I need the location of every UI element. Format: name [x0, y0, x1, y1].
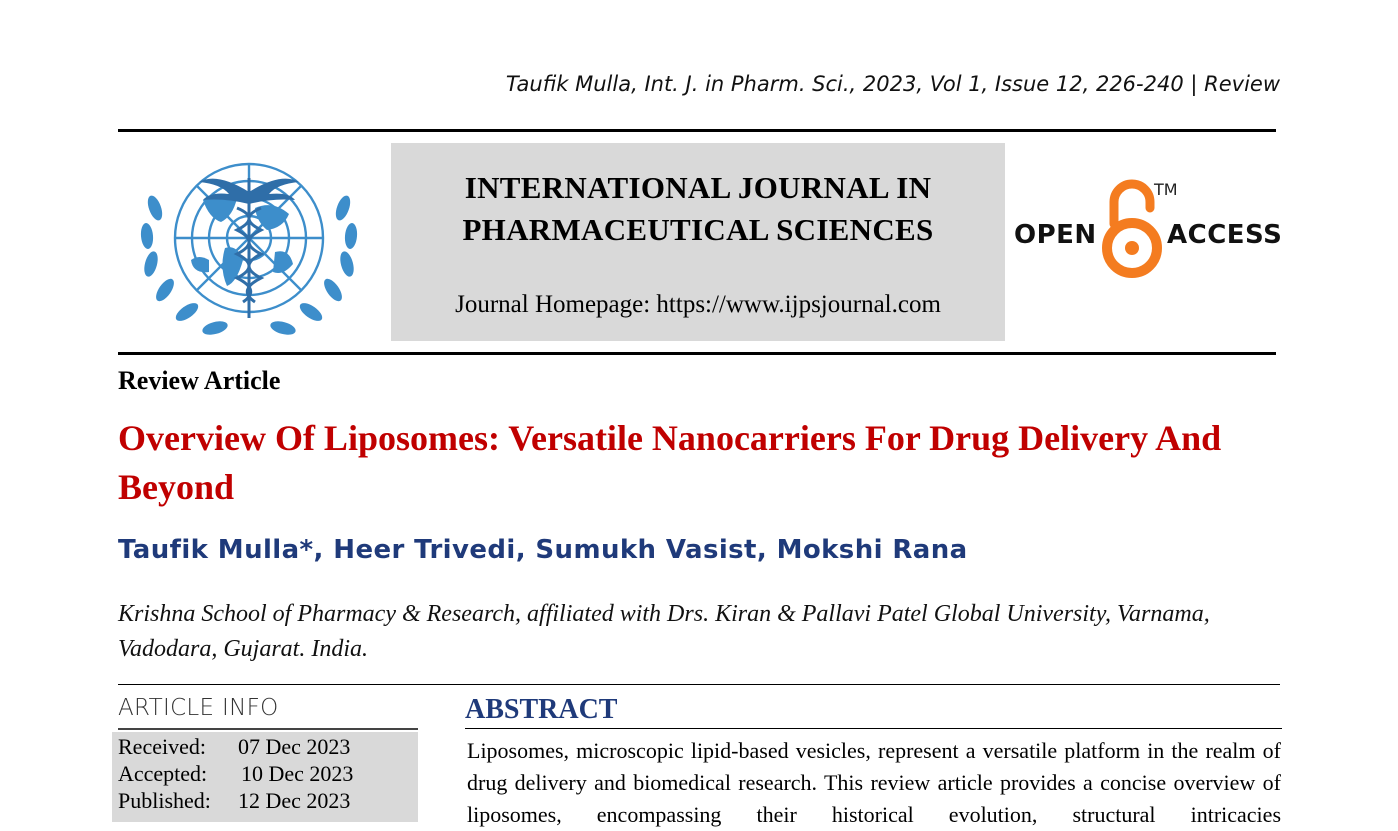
abstract-text: Liposomes, microscopic lipid-based vesicles, represent a versatile platform in the realm of drug delivery and biomedical research. This review article provides a concise overview of liposomes, encompassing their historical evolution, structural intricacies: [467, 738, 1281, 827]
journal-emblem-icon: [133, 148, 365, 342]
info-row-accepted: Accepted: 10 Dec 2023: [118, 761, 354, 786]
info-row-received: Received: 07 Dec 2023: [118, 734, 351, 759]
trademark-label: TM: [1154, 180, 1178, 199]
info-row-published: Published: 12 Dec 2023: [118, 788, 351, 813]
journal-banner: [391, 143, 1005, 341]
article-info-box: [112, 732, 418, 822]
open-access-logo: [1012, 178, 1282, 283]
abstract-underline: [465, 728, 1282, 729]
article-type: Review Article: [118, 366, 281, 395]
header-rule-bottom: [118, 352, 1276, 355]
article-info-underline: [118, 728, 418, 730]
article-info-heading: ARTICLE INFO: [118, 695, 279, 721]
open-access-word-open: OPEN: [1014, 220, 1097, 250]
journal-homepage[interactable]: Journal Homepage: https://www.ijpsjournal.com: [455, 291, 941, 318]
abstract-heading: ABSTRACT: [465, 694, 618, 725]
citation-header: Taufik Mulla, Int. J. in Pharm. Sci., 2023, Vol 1, Issue 12, 226-240 | Review: [505, 72, 1280, 96]
article-affiliation: Krishna School of Pharmacy & Research, affiliated with Drs. Kiran & Pallavi Patel Global University, Varnama, Vadodara, Gujarat. India.: [118, 601, 1210, 662]
section-divider: [118, 684, 1280, 685]
article-title: Overview Of Liposomes: Versatile Nanocarriers For Drug Delivery And Beyond: [118, 418, 1222, 507]
header-rule-top: [118, 129, 1276, 132]
open-access-word-access: ACCESS: [1167, 220, 1283, 250]
journal-title: INTERNATIONAL JOURNAL IN PHARMACEUTICAL SCIENCES: [462, 170, 934, 247]
article-authors: Taufik Mulla*, Heer Trivedi, Sumukh Vasist, Mokshi Rana: [118, 535, 968, 565]
